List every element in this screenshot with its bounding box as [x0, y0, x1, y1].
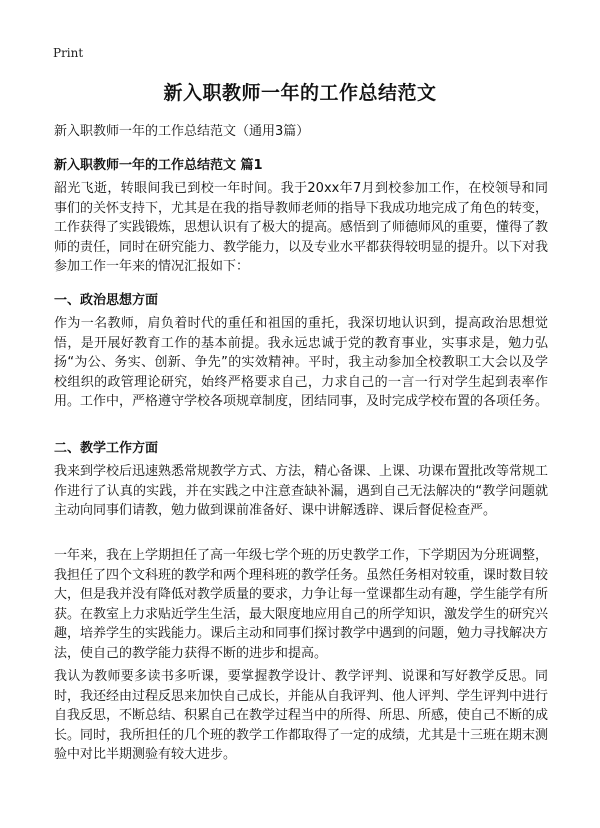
part-heading: 新入职教师一年的工作总结范文 篇1: [54, 158, 263, 173]
print-label[interactable]: Print: [53, 46, 84, 60]
document-title: 新入职教师一年的工作总结范文: [163, 82, 437, 104]
section-paragraph: 作为一名教师，肩负着时代的重任和祖国的重托，我深切地认识到，提高政治思想觉悟，是开展好教育工作的基本前提。我永远忠诚于党的教育事业，实事求是，勉力弘扬“为公、务实、创新、争先”的实效精神。平时，我主动参加全校教职工大会以及学校组织的政管理论研究，始终严格要求自己，力求自己的一言一行对学生起到表率作用。工作中，严格遵守学校各项规章制度，团结同事，及时完成学校布置的各项任务。: [54, 316, 549, 409]
intro-paragraph: 韶光飞逝，转眼间我已到校一年时间。我于20xx年7月到校参加工作，在校领导和同事们的关怀支持下，尤其是在我的指导教师老师的指导下我成功地完成了角色的转变，工作获得了实践锻炼，思想认识有了极大的提高。感悟到了师德师风的重要，懂得了教师的责任，同时在研究能力、教学能力，以及专业水平都获得较明显的提升。以下对我参加工作一年来的情况汇报如下：: [54, 181, 549, 274]
section-paragraph: 我来到学校后迅速熟悉常规教学方式、方法，精心备课、上课、功课布置批改等常规工作进行了认真的实践，并在实践之中注意查缺补漏，遇到自己无法解决的“教学问题就主动向同事们请教，勉力做到课前准备好、课中讲解透辟、课后督促检查严。: [54, 464, 549, 518]
document-subtitle: 新入职教师一年的工作总结范文（通用3篇）: [54, 124, 310, 139]
section-paragraph: 一年来，我在上学期担任了高一年级七学个班的历史教学工作，下学期因为分班调整，我担任了四个文科班的教学和两个理科班的教学任务。虽然任务相对较重，课时数目较大，但是我并没有降低对教学质量的要求，力争让每一堂课都生动有趣，学生能学有所获。在教室上力求贴近学生生活，最大限度地应用自己的所学知识，激发学生的研究兴趣，培养学生的实践能力。课后主动和同事们探讨教学中遇到的问题，勉力寻找解决方法，使自己的教学能力获得不断的进步和提高。: [54, 548, 549, 661]
section-heading-teaching: 二、教学工作方面: [54, 441, 159, 456]
section-paragraph: 我认为教师要多读书多听课，要掌握教学设计、教学评判、说课和写好教学反思。同时，我还经由过程反思来加快自己成长，并能从自我评判、他人评判、学生评判中进行自我反思，不断总结、积累自己在教学过程当中的所得、所思、所感，使自己不断的成长。同时，我所担任的几个班的教学工作都取得了一定的成绩，尤其是十三班在期末测验中对比半期测验有较大进步。: [54, 669, 549, 762]
section-heading-politics: 一、政治思想方面: [54, 293, 159, 308]
